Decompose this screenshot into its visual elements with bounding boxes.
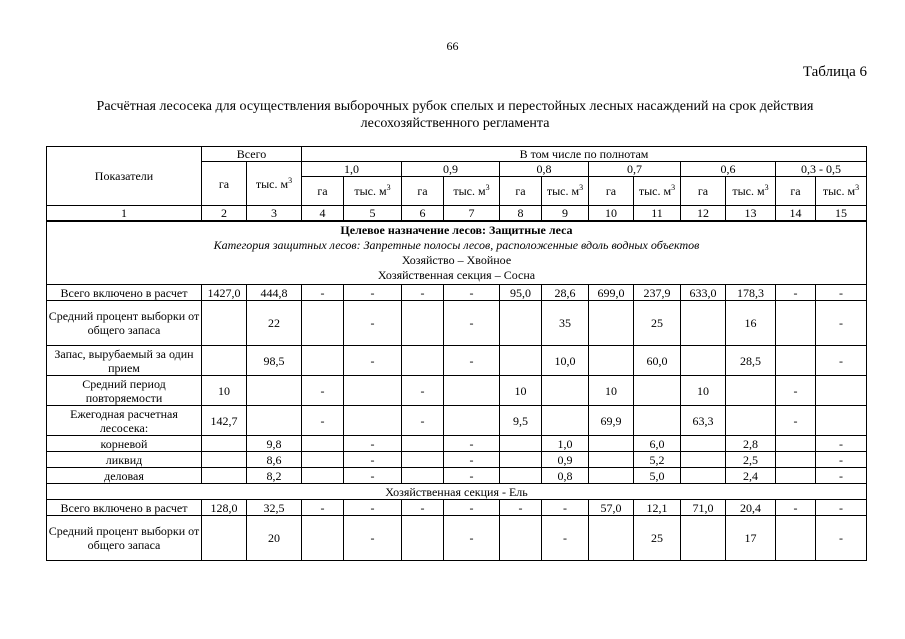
table-cell: [202, 468, 247, 484]
table-cell: [589, 301, 634, 346]
table-cell: 8,6: [247, 452, 302, 468]
table-cell: -: [816, 500, 867, 516]
table-row: [47, 468, 867, 484]
table-cell: -: [302, 285, 344, 301]
table-cell: [500, 346, 542, 376]
header-unit-m3: тыс. $м^3$: [542, 177, 589, 206]
table-cell: [302, 452, 344, 468]
header-density-5: 0,6: [681, 162, 776, 177]
row-label: Запас, вырубаемый за один прием: [47, 346, 202, 376]
table-cell: -: [816, 346, 867, 376]
table-cell: [634, 406, 681, 436]
table-cell: 2,4: [726, 468, 776, 484]
table-cell: -: [302, 500, 344, 516]
header-unit-m3: тыс. $м^3$: [344, 177, 402, 206]
table-cell: [589, 452, 634, 468]
column-number: 9: [542, 206, 589, 222]
table-cell: -: [344, 452, 402, 468]
table-row: [47, 452, 867, 468]
table-cell: [500, 452, 542, 468]
table-cell: -: [444, 500, 500, 516]
table-cell: 444,8: [247, 285, 302, 301]
table-cell: -: [816, 301, 867, 346]
column-number: 15: [816, 206, 867, 222]
section-header-row: [47, 221, 867, 285]
subsection-row: [47, 484, 867, 500]
table-cell: 25: [634, 516, 681, 561]
table-cell: [634, 376, 681, 406]
table-cell: 60,0: [634, 346, 681, 376]
subsection-spruce-label: Хозяйственная секция - Ель: [47, 484, 867, 500]
table-cell: 20,4: [726, 500, 776, 516]
table-cell: [681, 346, 726, 376]
header-indicators: Показатели: [47, 147, 202, 206]
table-cell: [202, 301, 247, 346]
table-cell: -: [444, 516, 500, 561]
header-including-by-density: В том числе по полнотам: [302, 147, 867, 162]
forest-cut-table: [46, 146, 867, 561]
row-label: Средний период повторяемости: [47, 376, 202, 406]
table-cell: 69,9: [589, 406, 634, 436]
table-cell: 25: [634, 301, 681, 346]
row-label: Средний процент выборки от общего запаса: [47, 516, 202, 561]
table-cell: -: [776, 500, 816, 516]
table-cell: [776, 452, 816, 468]
table-cell: [302, 468, 344, 484]
table-cell: 128,0: [202, 500, 247, 516]
table-cell: [500, 301, 542, 346]
table-cell: 9,8: [247, 436, 302, 452]
table-cell: 98,5: [247, 346, 302, 376]
column-number: 8: [500, 206, 542, 222]
table-cell: -: [542, 516, 589, 561]
table-cell: 6,0: [634, 436, 681, 452]
row-label: деловая: [47, 468, 202, 484]
header-unit-ha: га: [500, 177, 542, 206]
table-cell: [589, 346, 634, 376]
table-cell: [302, 301, 344, 346]
purpose-label: Целевое назначение лесов: Защитные леса: [340, 223, 573, 237]
table-cell: [589, 468, 634, 484]
header-row-1: [47, 147, 867, 162]
row-label: Всего включено в расчет: [47, 285, 202, 301]
table-cell: -: [444, 285, 500, 301]
header-total-ha: га: [202, 162, 247, 206]
table-cell: -: [776, 406, 816, 436]
table-cell: [681, 436, 726, 452]
row-label: Всего включено в расчет: [47, 500, 202, 516]
column-number: 1: [47, 206, 202, 222]
table-cell: -: [444, 346, 500, 376]
table-cell: 142,7: [202, 406, 247, 436]
table-cell: [776, 516, 816, 561]
header-unit-ha: га: [589, 177, 634, 206]
column-number: 6: [402, 206, 444, 222]
table-cell: -: [776, 285, 816, 301]
page-number: 66: [446, 39, 459, 53]
column-numbers-row: [47, 206, 867, 222]
table-cell: 35: [542, 301, 589, 346]
table-cell: -: [344, 516, 402, 561]
header-total: Всего: [202, 147, 302, 162]
table-cell: [247, 406, 302, 436]
table-cell: [402, 301, 444, 346]
table-cell: [589, 436, 634, 452]
table-cell: [776, 468, 816, 484]
table-cell: 5,2: [634, 452, 681, 468]
table-cell: [726, 376, 776, 406]
document-title: Расчётная лесосека для осуществления выборочных рубок спелых и перестойных лесных насаждений на срок действия лесохозяйственного регламента: [96, 99, 814, 131]
table-cell: 10,0: [542, 346, 589, 376]
table-cell: 8,2: [247, 468, 302, 484]
table-cell: [402, 516, 444, 561]
table-cell: [344, 376, 402, 406]
column-number: 4: [302, 206, 344, 222]
table-cell: -: [444, 452, 500, 468]
header-unit-ha: га: [302, 177, 344, 206]
table-cell: [302, 346, 344, 376]
subsection-pine-label: Хозяйственная секция – Сосна: [377, 268, 536, 282]
table-cell: 71,0: [681, 500, 726, 516]
table-cell: 10: [500, 376, 542, 406]
table-cell: 17: [726, 516, 776, 561]
row-label: корневой: [47, 436, 202, 452]
table-cell: 2,5: [726, 452, 776, 468]
table-cell: -: [444, 468, 500, 484]
table-row: [47, 301, 867, 346]
table-cell: [247, 376, 302, 406]
table-cell: [816, 376, 867, 406]
table-cell: 95,0: [500, 285, 542, 301]
table-cell: -: [402, 376, 444, 406]
table-cell: 10: [681, 376, 726, 406]
column-number: 5: [344, 206, 402, 222]
table-cell: -: [444, 301, 500, 346]
table-cell: -: [344, 346, 402, 376]
column-number: 10: [589, 206, 634, 222]
table-cell: 5,0: [634, 468, 681, 484]
table-cell: [500, 468, 542, 484]
table-cell: [589, 516, 634, 561]
table-cell: -: [816, 452, 867, 468]
header-unit-ha: га: [402, 177, 444, 206]
table-cell: -: [344, 436, 402, 452]
table-cell: -: [344, 500, 402, 516]
table-cell: [542, 376, 589, 406]
table-cell: 20: [247, 516, 302, 561]
table-cell: -: [302, 376, 344, 406]
table-cell: 63,3: [681, 406, 726, 436]
table-cell: 237,9: [634, 285, 681, 301]
table-cell: [776, 346, 816, 376]
table-cell: -: [816, 285, 867, 301]
table-cell: -: [542, 500, 589, 516]
table-cell: [500, 516, 542, 561]
table-cell: [500, 436, 542, 452]
table-cell: [542, 406, 589, 436]
table-cell: -: [500, 500, 542, 516]
table-cell: 10: [202, 376, 247, 406]
table-cell: [402, 346, 444, 376]
farm-label: Хозяйство – Хвойное: [401, 253, 512, 267]
table-row: [47, 500, 867, 516]
table-cell: -: [402, 406, 444, 436]
table-cell: -: [344, 301, 402, 346]
table-cell: [776, 436, 816, 452]
header-unit-m3: тыс. $м^3$: [444, 177, 500, 206]
table-cell: [681, 301, 726, 346]
table-row: [47, 376, 867, 406]
table-cell: 178,3: [726, 285, 776, 301]
section-header: [47, 221, 867, 285]
table-cell: -: [402, 500, 444, 516]
table-cell: [202, 516, 247, 561]
table-cell: -: [302, 406, 344, 436]
table-cell: 9,5: [500, 406, 542, 436]
table-cell: [444, 406, 500, 436]
table-cell: 699,0: [589, 285, 634, 301]
table-cell: -: [776, 376, 816, 406]
table-cell: -: [344, 468, 402, 484]
column-number: 11: [634, 206, 681, 222]
table-cell: [202, 436, 247, 452]
column-number: 3: [247, 206, 302, 222]
row-label: ликвид: [47, 452, 202, 468]
table-cell: [776, 301, 816, 346]
table-cell: 10: [589, 376, 634, 406]
table-cell: 1427,0: [202, 285, 247, 301]
table-cell: -: [816, 468, 867, 484]
table-cell: [202, 346, 247, 376]
table-cell: 1,0: [542, 436, 589, 452]
table-cell: [726, 406, 776, 436]
category-label: Категория защитных лесов: Запретные полосы лесов, расположенные вдоль водных объектов: [213, 238, 700, 252]
header-total-m3: тыс. $м^3$: [247, 162, 302, 206]
table-cell: 28,6: [542, 285, 589, 301]
header-unit-ha: га: [776, 177, 816, 206]
header-unit-ha: га: [681, 177, 726, 206]
header-density-1: 1,0: [302, 162, 402, 177]
table-cell: [816, 406, 867, 436]
table-cell: 16: [726, 301, 776, 346]
header-density-6: 0,3 - 0,5: [776, 162, 867, 177]
header-density-3: 0,8: [500, 162, 589, 177]
table-cell: [344, 406, 402, 436]
table-cell: 0,9: [542, 452, 589, 468]
header-unit-m3: тыс. $м^3$: [816, 177, 867, 206]
header-density-4: 0,7: [589, 162, 681, 177]
column-number: 2: [202, 206, 247, 222]
header-density-2: 0,9: [402, 162, 500, 177]
table-cell: [681, 516, 726, 561]
table-cell: 12,1: [634, 500, 681, 516]
table-cell: 0,8: [542, 468, 589, 484]
column-number: 14: [776, 206, 816, 222]
column-number: 13: [726, 206, 776, 222]
table-cell: 57,0: [589, 500, 634, 516]
table-cell: [202, 452, 247, 468]
table-cell: -: [816, 516, 867, 561]
header-unit-m3: тыс. $м^3$: [726, 177, 776, 206]
table-cell: [302, 516, 344, 561]
table-cell: [444, 376, 500, 406]
table-cell: -: [444, 436, 500, 452]
table-row: [47, 406, 867, 436]
table-cell: 28,5: [726, 346, 776, 376]
column-number: 7: [444, 206, 500, 222]
table-row: [47, 346, 867, 376]
table-cell: 32,5: [247, 500, 302, 516]
table-cell: [402, 468, 444, 484]
column-number: 12: [681, 206, 726, 222]
table-row: [47, 516, 867, 561]
table-cell: -: [344, 285, 402, 301]
table-cell: 633,0: [681, 285, 726, 301]
table-cell: [402, 452, 444, 468]
row-label: Ежегодная расчетная лесосека:: [47, 406, 202, 436]
table-label: Таблица 6: [802, 64, 867, 80]
table-cell: [681, 468, 726, 484]
table-cell: 2,8: [726, 436, 776, 452]
table-cell: [681, 452, 726, 468]
table-cell: -: [402, 285, 444, 301]
table-cell: 22: [247, 301, 302, 346]
table-cell: -: [816, 436, 867, 452]
table-row: [47, 285, 867, 301]
row-label: Средний процент выборки от общего запаса: [47, 301, 202, 346]
table-row: [47, 436, 867, 452]
table-cell: [302, 436, 344, 452]
table-cell: [402, 436, 444, 452]
header-unit-m3: тыс. $м^3$: [634, 177, 681, 206]
